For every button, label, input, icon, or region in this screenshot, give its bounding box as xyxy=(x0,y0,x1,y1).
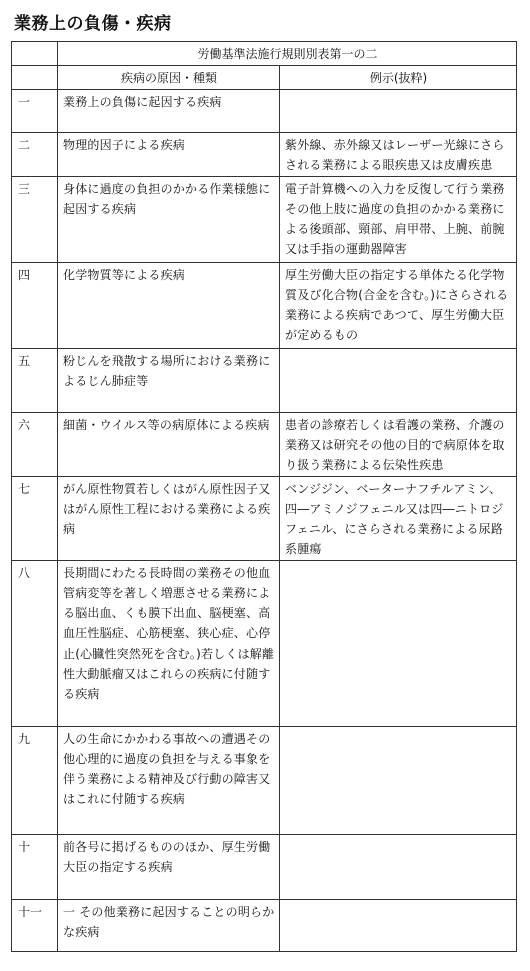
row-cause: 身体に過度の負担のかかる作業様態に起因する疾病 xyxy=(58,177,280,263)
row-number: 十一 xyxy=(12,900,58,952)
header-group-label: 労働基準法施行規則別表第一の二 xyxy=(58,42,517,66)
table-row xyxy=(12,177,517,263)
row-cause: 粉じんを飛散する場所における業務によるじん肺症等 xyxy=(58,349,280,413)
row-example: 紫外線、赤外線又はレーザー光線にさらされる業務による眼疾患又は皮膚疾患 xyxy=(280,133,517,177)
row-cause: 長期間にわたる長時間の業務その他血管病変等を著しく増悪させる業務による脳出血、くも膜下出血、脳梗塞、高血圧性脳症、心筋梗塞、狭心症、心停止(心臓性突然死を含む。)若しくは解離性大動脈瘤又はこれらの疾病に付随する疾病 xyxy=(58,561,280,727)
row-example: 患者の診療若しくは看護の業務、介護の業務又は研究その他の目的で病原体を取り扱う業務による伝染性疾患 xyxy=(280,413,517,477)
table-row xyxy=(12,90,517,133)
table-row xyxy=(12,561,517,727)
table-row xyxy=(12,727,517,835)
row-example: 厚生労働大臣の指定する単体たる化学物質及び化合物(合金を含む。)にさらされる業務による疾病であつて、厚生労働大臣が定めるもの xyxy=(280,263,517,349)
row-number: 十 xyxy=(12,835,58,900)
table-header-row xyxy=(12,66,517,90)
row-cause: 細菌・ウイルス等の病原体による疾病 xyxy=(58,413,280,477)
header-num-cell xyxy=(12,66,58,90)
row-example xyxy=(280,835,517,900)
table-row xyxy=(12,835,517,900)
disease-table xyxy=(11,41,517,952)
row-cause: 一 その他業務に起因することの明らかな疾病 xyxy=(58,900,280,952)
table-row xyxy=(12,413,517,477)
row-example xyxy=(280,90,517,133)
row-example: ベンジジン、ベーターナフチルアミン、四―アミノジフェニル又は四―ニトロジフェニル、にさらされる業務による尿路系腫瘍 xyxy=(280,477,517,561)
row-example xyxy=(280,561,517,727)
header-corner-cell xyxy=(12,42,58,66)
row-number: 六 xyxy=(12,413,58,477)
row-number: 三 xyxy=(12,177,58,263)
row-number: 七 xyxy=(12,477,58,561)
table-row xyxy=(12,263,517,349)
table-row xyxy=(12,477,517,561)
header-cause: 疾病の原因・種類 xyxy=(58,66,280,90)
row-example xyxy=(280,900,517,952)
page-title: 業務上の負傷・疾病 xyxy=(14,14,172,34)
row-example xyxy=(280,727,517,835)
row-cause: 前各号に掲げるもののほか、厚生労働大臣の指定する疾病 xyxy=(58,835,280,900)
row-example: 電子計算機への入力を反復して行う業務その他上肢に過度の負担のかかる業務による後頭部、頸部、肩甲帯、上腕、前腕又は手指の運動器障害 xyxy=(280,177,517,263)
table-header-group-row xyxy=(12,42,517,66)
table-row xyxy=(12,900,517,952)
row-number: 二 xyxy=(12,133,58,177)
table-row xyxy=(12,349,517,413)
header-example: 例示(抜粋) xyxy=(280,66,517,90)
row-number: 八 xyxy=(12,561,58,727)
row-number: 一 xyxy=(12,90,58,133)
row-example xyxy=(280,349,517,413)
row-cause: 人の生命にかかわる事故への遭遇その他心理的に過度の負担を与える事象を伴う業務による精神及び行動の障害又はこれに付随する疾病 xyxy=(58,727,280,835)
row-cause: 物理的因子による疾病 xyxy=(58,133,280,177)
row-cause: 化学物質等による疾病 xyxy=(58,263,280,349)
table-row xyxy=(12,133,517,177)
row-number: 五 xyxy=(12,349,58,413)
row-number: 九 xyxy=(12,727,58,835)
row-cause: 業務上の負傷に起因する疾病 xyxy=(58,90,280,133)
row-number: 四 xyxy=(12,263,58,349)
row-cause: がん原性物質若しくはがん原性因子又はがん原性工程における業務による疾病 xyxy=(58,477,280,561)
